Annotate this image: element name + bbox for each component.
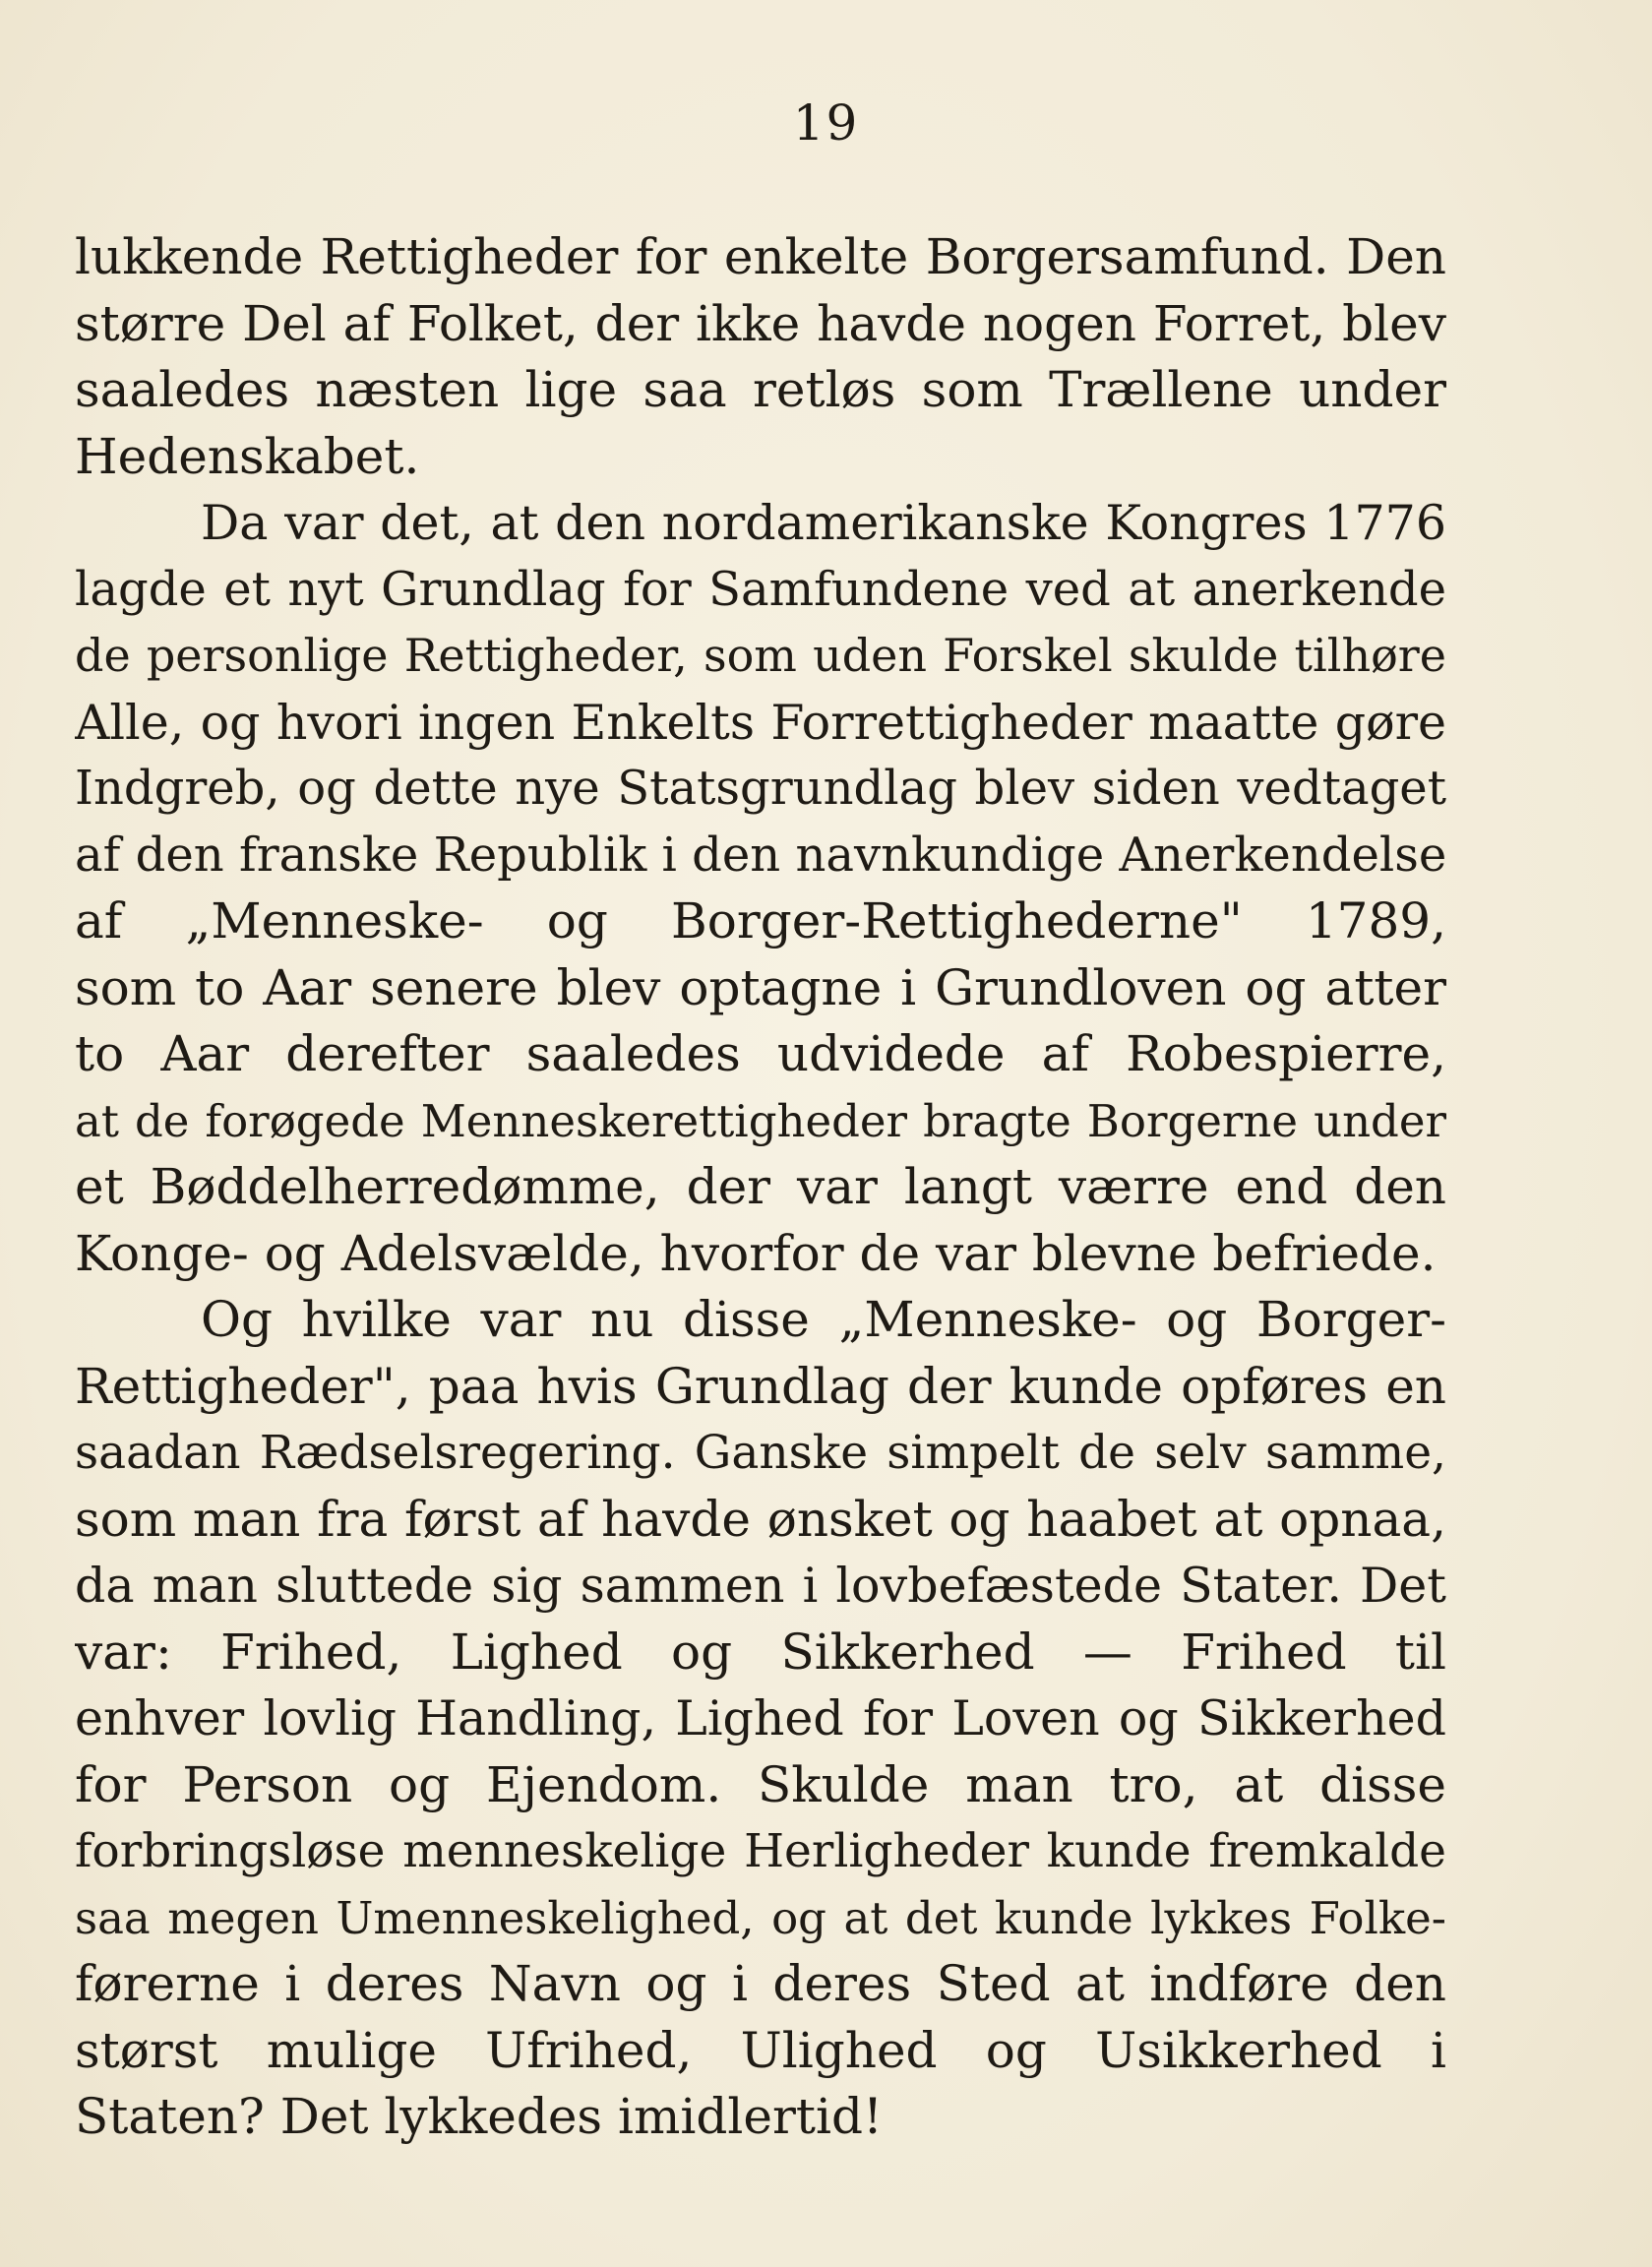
text-line: som man fra først af havde ønsket og haabet at opnaa,: [75, 1490, 1446, 1548]
text-line: Da var det, at den nordamerikanske Kongres 1776: [201, 495, 1446, 551]
text-line: som to Aar senere blev optagne i Grundloven og atter: [75, 958, 1446, 1016]
text-line: større Del af Folket, der ikke havde nogen Forret, blev: [75, 294, 1446, 352]
text-line: enhver lovlig Handling, Lighed for Loven og Sikkerhed: [75, 1690, 1446, 1746]
text-line: Alle, og hvori ingen Enkelts Forrettigheder maatte gøre: [75, 694, 1446, 751]
text-line: størst mulige Ufrihed, Ulighed og Usikkerhed i: [75, 2021, 1446, 2079]
body-text: [75, 224, 1446, 2151]
text-line: lagde et nyt Grundlag for Samfundene ved at anerkende: [75, 561, 1446, 617]
text-line: Indgreb, og dette nye Statsgrundlag blev siden vedtaget: [75, 761, 1446, 816]
text-line: Konge- og Adelsvælde, hvorfor de var blevne befriede.: [75, 1224, 1437, 1282]
text-line: for Person og Ejendom. Skulde man tro, at disse: [75, 1755, 1446, 1813]
text-line: at de forøgede Menneskerettigheder bragte Borgerne under: [75, 1094, 1446, 1147]
text-line: forbringsløse menneskelige Herligheder kunde fremkalde: [75, 1824, 1446, 1878]
text-line: Staten? Det lykkedes imidlertid!: [75, 2088, 884, 2145]
text-line: da man sluttede sig sammen i lovbefæstede Stater. Det: [75, 1558, 1446, 1614]
text-line: et Bøddelherredømme, der var langt værre end den: [75, 1158, 1446, 1215]
text-line: lukkende Rettigheder for enkelte Borgersamfund. Den: [75, 228, 1446, 285]
text-line: Hedenskabet.: [75, 427, 420, 485]
text-line: Rettigheder", paa hvis Grundlag der kunde opføres en: [75, 1357, 1446, 1415]
text-line: de personlige Rettigheder, som uden Forskel skulde tilhøre: [75, 629, 1446, 682]
page-number: 19: [792, 94, 860, 152]
text-line: to Aar derefter saaledes udvidede af Robespierre,: [75, 1025, 1446, 1082]
text-line: saa megen Umenneskelighed, og at det kunde lykkes Folke-: [75, 1891, 1446, 1944]
text-line: var: Frihed, Lighed og Sikkerhed — Frihed til: [75, 1623, 1446, 1681]
text-line: saaledes næsten lige saa retløs som Trællene under: [75, 361, 1446, 418]
text-line: af „Menneske- og Borger-Rettighederne" 1789,: [75, 892, 1446, 950]
text-line: saadan Rædselsregering. Ganske simpelt de selv samme,: [75, 1426, 1446, 1480]
text-line: af den franske Republik i den navnkundige Anerkendelse: [75, 827, 1446, 883]
text-line: førerne i deres Navn og i deres Sted at indføre den: [75, 1955, 1446, 2012]
text-line: Og hvilke var nu disse „Menneske- og Borger-: [201, 1291, 1446, 1348]
